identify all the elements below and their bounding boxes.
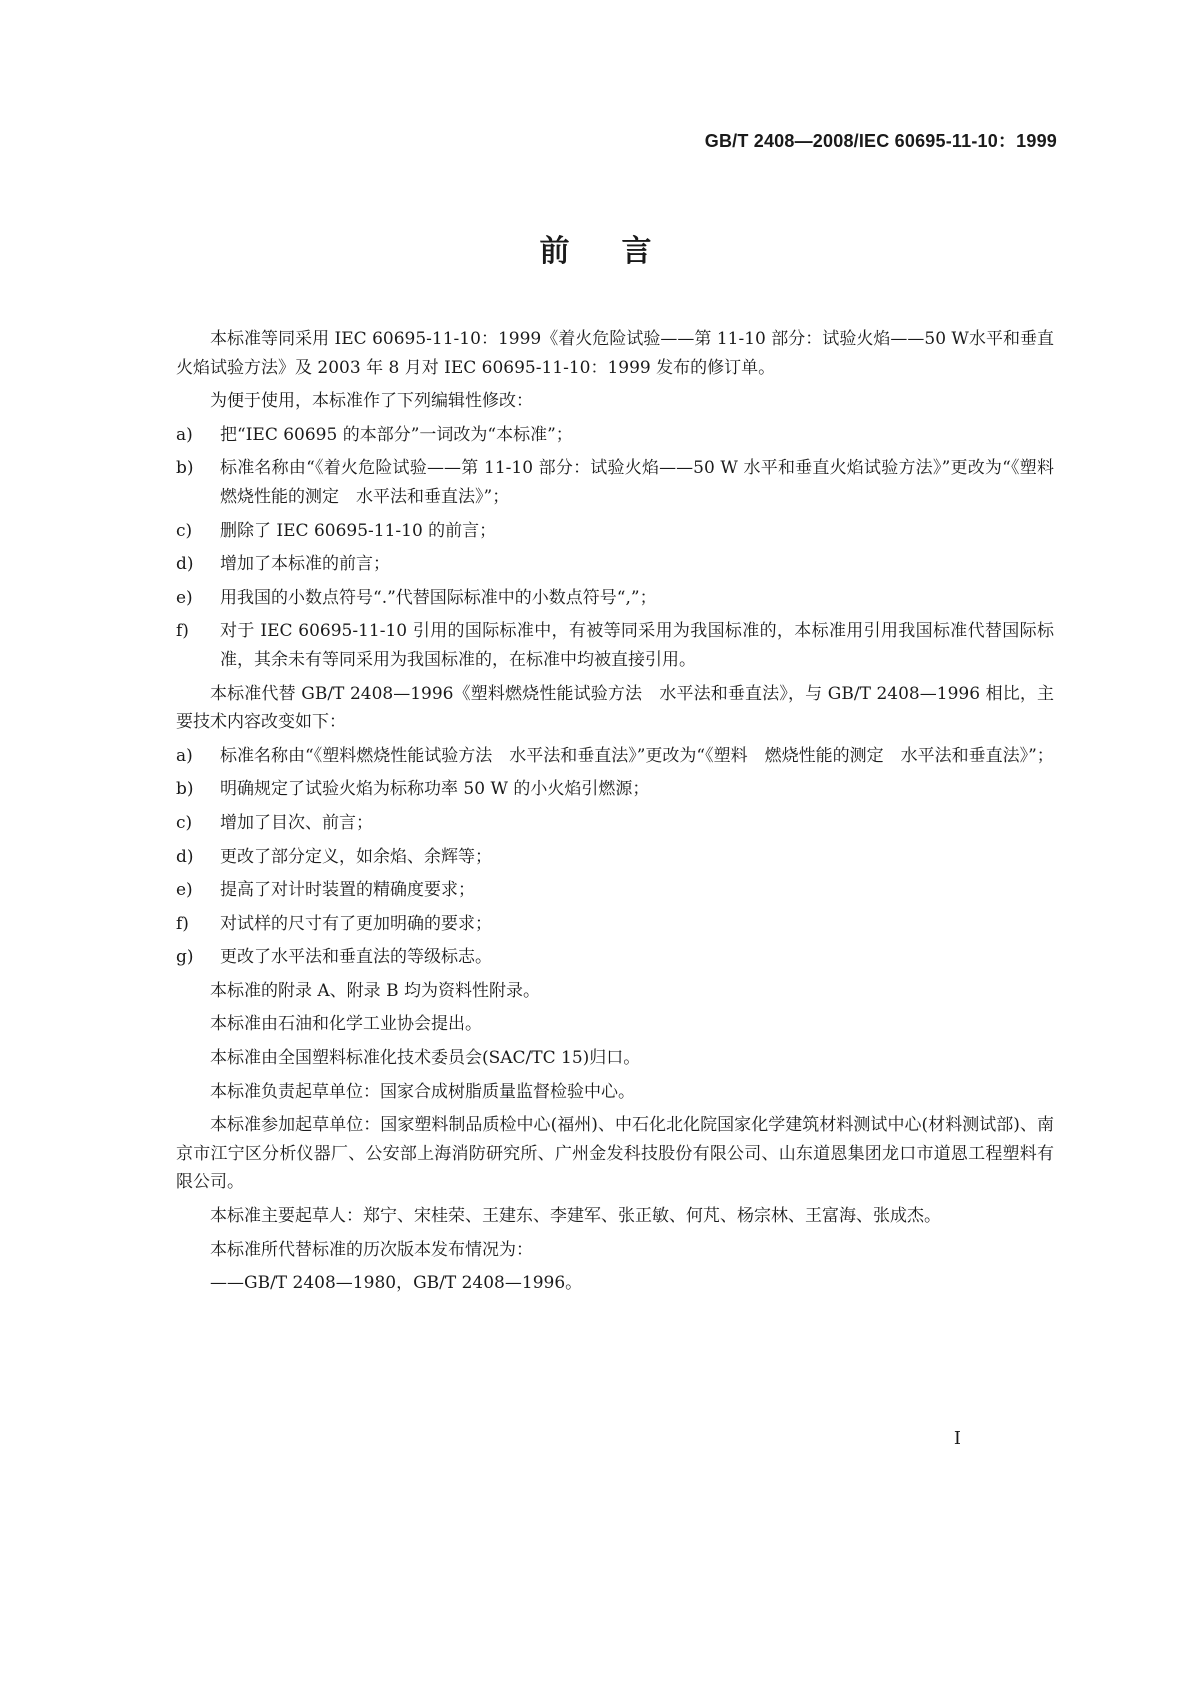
list-item xyxy=(176,876,1054,905)
list-item xyxy=(176,517,1054,546)
list-item-label: f) xyxy=(176,621,189,642)
list-item xyxy=(176,775,1054,804)
paragraph-editorial-intro: 为便于使用，本标准作了下列编辑性修改： xyxy=(210,391,533,412)
list-item-label: a) xyxy=(176,745,193,766)
list-item xyxy=(176,843,1054,872)
list-item-label: b) xyxy=(176,779,194,800)
list-item-label: f) xyxy=(176,913,189,934)
list-item-label: d) xyxy=(176,554,194,575)
paragraph-drafters: 本标准主要起草人：郑宁、宋桂荣、王建东、李建军、张正敏、何芃、杨宗林、王富海、张成杰。 xyxy=(210,1206,941,1227)
editorial-changes-list xyxy=(176,421,1071,675)
paragraph-drafting-unit: 本标准负责起草单位：国家合成树脂质量监督检验中心。 xyxy=(210,1081,635,1102)
list-item-text: 增加了本标准的前言； xyxy=(220,554,390,575)
list-item-label: c) xyxy=(176,520,193,541)
list-item-text: 更改了部分定义，如余焰、余辉等； xyxy=(220,846,492,867)
list-item xyxy=(176,809,1054,838)
list-item-text: 标准名称由“《着火危险试验——第 11-10 部分：试验火焰——50 W 水平和垂直火焰试验方法》”更改为“《塑料 燃烧性能的测定 水平法和垂直法》”； xyxy=(220,458,1071,507)
list-item-text: 用我国的小数点符号“.”代替国际标准中的小数点符号“,”； xyxy=(220,587,657,608)
list-item-text: 明确规定了试验火焰为标称功率 50 W 的小火焰引燃源； xyxy=(220,779,650,800)
paragraph-annexes: 本标准的附录 A、附录 B 均为资料性附录。 xyxy=(210,980,540,1001)
paragraph-adoption: 本标准等同采用 IEC 60695-11-10：1999《着火危险试验——第 11-10 部分：试验火焰——50 W水平和垂直火焰试验方法》及 2003 年 8 月对 IEC 60695-11-10：1999 发布的修订单。 xyxy=(176,329,1054,378)
list-item-label: c) xyxy=(176,812,193,833)
list-item xyxy=(176,550,1054,579)
list-item xyxy=(176,617,1054,674)
list-item-label: e) xyxy=(176,880,193,901)
paragraph-replaces: 本标准代替 GB/T 2408—1996《塑料燃烧性能试验方法 水平法和垂直法》，与 GB/T 2408—1996 相比，主要技术内容改变如下： xyxy=(176,683,1054,733)
page-title: 前言 xyxy=(539,234,704,269)
list-item-label: b) xyxy=(176,458,194,479)
list-item-label: d) xyxy=(176,846,194,867)
list-item xyxy=(176,454,1071,511)
list-item-text: 把“IEC 60695 的本部分”一词改为“本标准”； xyxy=(220,424,573,445)
list-item-text: 对试样的尺寸有了更加明确的要求； xyxy=(220,913,492,934)
standard-number-header: GB/T 2408—2008/IEC 60695-11-10：1999 xyxy=(704,131,1057,151)
list-item xyxy=(176,910,1054,939)
list-item xyxy=(176,421,1054,450)
list-item-label: e) xyxy=(176,587,193,608)
list-item xyxy=(176,943,1054,972)
paragraph-proposed-by: 本标准由石油和化学工业协会提出。 xyxy=(210,1014,482,1035)
list-item-text: 更改了水平法和垂直法的等级标志。 xyxy=(220,947,492,968)
paragraph-participating-units: 本标准参加起草单位：国家塑料制品质检中心(福州)、中石化北化院国家化学建筑材料测试中心(材料测试部)、南京市江宁区分析仪器厂、公安部上海消防研究所、广州金发科技股份有限公司、山东道恩集团龙口市道恩工程塑料有限公司。 xyxy=(176,1115,1054,1193)
list-item-text: 提高了对计时装置的精确度要求； xyxy=(220,880,475,901)
list-item-label: a) xyxy=(176,424,193,445)
paragraph-centralized-by: 本标准由全国塑料标准化技术委员会(SAC/TC 15)归口。 xyxy=(210,1048,641,1069)
list-item-text: 标准名称由“《塑料燃烧性能试验方法 水平法和垂直法》”更改为“《塑料 燃烧性能的测定 水平法和垂直法》”； xyxy=(220,745,1054,766)
list-item xyxy=(176,742,1054,771)
list-item xyxy=(176,584,1054,613)
list-item-text: 删除了 IEC 60695-11-10 的前言； xyxy=(220,520,497,541)
page-number: I xyxy=(953,1428,961,1449)
list-item-label: g) xyxy=(176,947,194,968)
paragraph-history-list: ——GB/T 2408—1980，GB/T 2408—1996。 xyxy=(210,1273,583,1294)
foreword-body xyxy=(176,325,1071,1303)
list-item-text: 对于 IEC 60695-11-10 引用的国际标准中，有被等同采用为我国标准的，本标准用引用我国标准代替国际标准，其余未有等同采用为我国标准的，在标准中均被直接引用。 xyxy=(220,621,1054,670)
list-item-text: 增加了目次、前言； xyxy=(220,812,373,833)
technical-changes-list xyxy=(176,742,1054,972)
paragraph-history-intro: 本标准所代替标准的历次版本发布情况为： xyxy=(210,1239,533,1260)
